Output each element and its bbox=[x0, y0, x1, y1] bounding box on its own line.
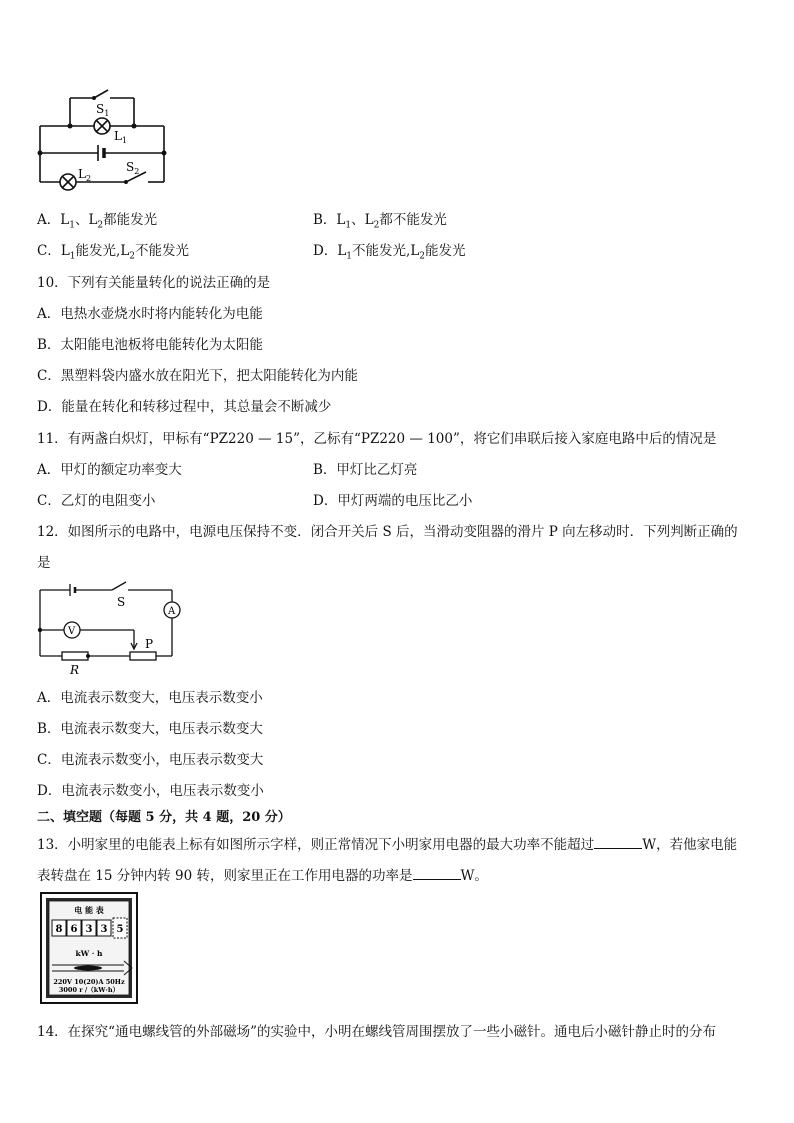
q12-option-a[interactable]: A．电流表示数变大，电压表示数变小 bbox=[37, 690, 263, 706]
meter-digit-4: 3 bbox=[100, 924, 108, 935]
circuit-diagram-rheostat bbox=[34, 578, 184, 676]
meter-spec-1: 220V 10(20)A 50Hz bbox=[53, 978, 125, 986]
q10-stem: 10．下列有关能量转化的说法正确的是 bbox=[37, 275, 271, 291]
q9-option-a[interactable]: A．$L_1$、$L_2$都能发光 bbox=[37, 212, 158, 231]
meter-digit-5: 5 bbox=[116, 924, 124, 935]
q9-option-c[interactable]: C．$L_1$能发光$,L_2$不能发光 bbox=[37, 243, 190, 262]
s2-label: $S_2$ bbox=[126, 160, 140, 176]
voltmeter-label: V bbox=[68, 626, 76, 637]
q11-stem: 11．有两盏白炽灯，甲标有“PZ220 — 15”，乙标有“PZ220 — 100”，将它们串联后接入家庭电路中后的情况是 bbox=[37, 431, 717, 447]
q11-option-a[interactable]: A．甲灯的额定功率变大 bbox=[37, 462, 182, 478]
s1-label: $S_1$ bbox=[96, 102, 110, 118]
q13-line1: 13．小明家里的电能表上标有如图所示字样，则正常情况下小明家用电器的最大功率不能超过 W，若他家电能 bbox=[37, 837, 738, 853]
meter-spec-2: 3000 r /（kW·h） bbox=[58, 986, 120, 994]
section-heading: 二、填空题（每题 5 分，共 4 题，20 分） bbox=[37, 810, 291, 825]
ammeter-label: A bbox=[168, 606, 176, 617]
q12-stem-cont: 是 bbox=[37, 555, 51, 571]
circuit-diagram-lamps bbox=[34, 86, 174, 192]
meter-digit-1: 8 bbox=[55, 924, 63, 935]
l2-label: $L_2$ bbox=[78, 167, 92, 183]
q12-option-b[interactable]: B．电流表示数变大，电压表示数变大 bbox=[37, 721, 263, 737]
q12-option-d[interactable]: D．电流表示数变小，电压表示数变小 bbox=[37, 783, 264, 799]
q12-stem: 12．如图所示的电路中，电源电压保持不变．闭合开关后 S 后，当滑动变阻器的滑片 P 向左移动时．下列判断正确的 bbox=[37, 524, 738, 540]
q11-option-d[interactable]: D．甲灯两端的电压比乙小 bbox=[313, 493, 473, 509]
q9-option-b[interactable]: B．$L_1$、$L_2$都不能发光 bbox=[313, 212, 447, 231]
switch-label: S bbox=[117, 595, 126, 609]
l1-label: $L_1$ bbox=[114, 129, 128, 145]
resistor-label: R bbox=[70, 663, 80, 676]
q13-blank-2[interactable] bbox=[413, 867, 461, 880]
q13-blank-1[interactable] bbox=[594, 836, 642, 849]
q10-option-b[interactable]: B．太阳能电池板将电能转化为太阳能 bbox=[37, 337, 263, 353]
q11-option-c[interactable]: C．乙灯的电阻变小 bbox=[37, 493, 156, 509]
meter-unit: kW · h bbox=[75, 949, 103, 958]
q12-option-c[interactable]: C．电流表示数变小，电压表示数变大 bbox=[37, 752, 264, 768]
q9-option-d[interactable]: D．$L_1$不能发光$,L_2$能发光 bbox=[313, 243, 466, 262]
q11-option-b[interactable]: B．甲灯比乙灯亮 bbox=[313, 462, 418, 478]
slider-label: P bbox=[145, 637, 154, 651]
meter-digit-2: 6 bbox=[70, 924, 78, 935]
q10-option-d[interactable]: D．能量在转化和转移过程中，其总量会不断减少 bbox=[37, 399, 332, 415]
energy-meter bbox=[40, 892, 138, 1004]
q10-option-c[interactable]: C．黑塑料袋内盛水放在阳光下，把太阳能转化为内能 bbox=[37, 368, 358, 384]
q13-line2: 表转盘在 15 分钟内转 90 转，则家里正在工作用电器的功率是 W。 bbox=[37, 868, 488, 884]
meter-digit-3: 3 bbox=[85, 924, 93, 935]
q10-option-a[interactable]: A．电热水壶烧水时将内能转化为电能 bbox=[37, 306, 263, 322]
q14-line1: 14．在探究“通电螺线管的外部磁场”的实验中，小明在螺线管周围摆放了一些小磁针。通电后小磁针静止时的分布 bbox=[37, 1024, 716, 1040]
meter-title: 电 能 表 bbox=[74, 905, 104, 915]
